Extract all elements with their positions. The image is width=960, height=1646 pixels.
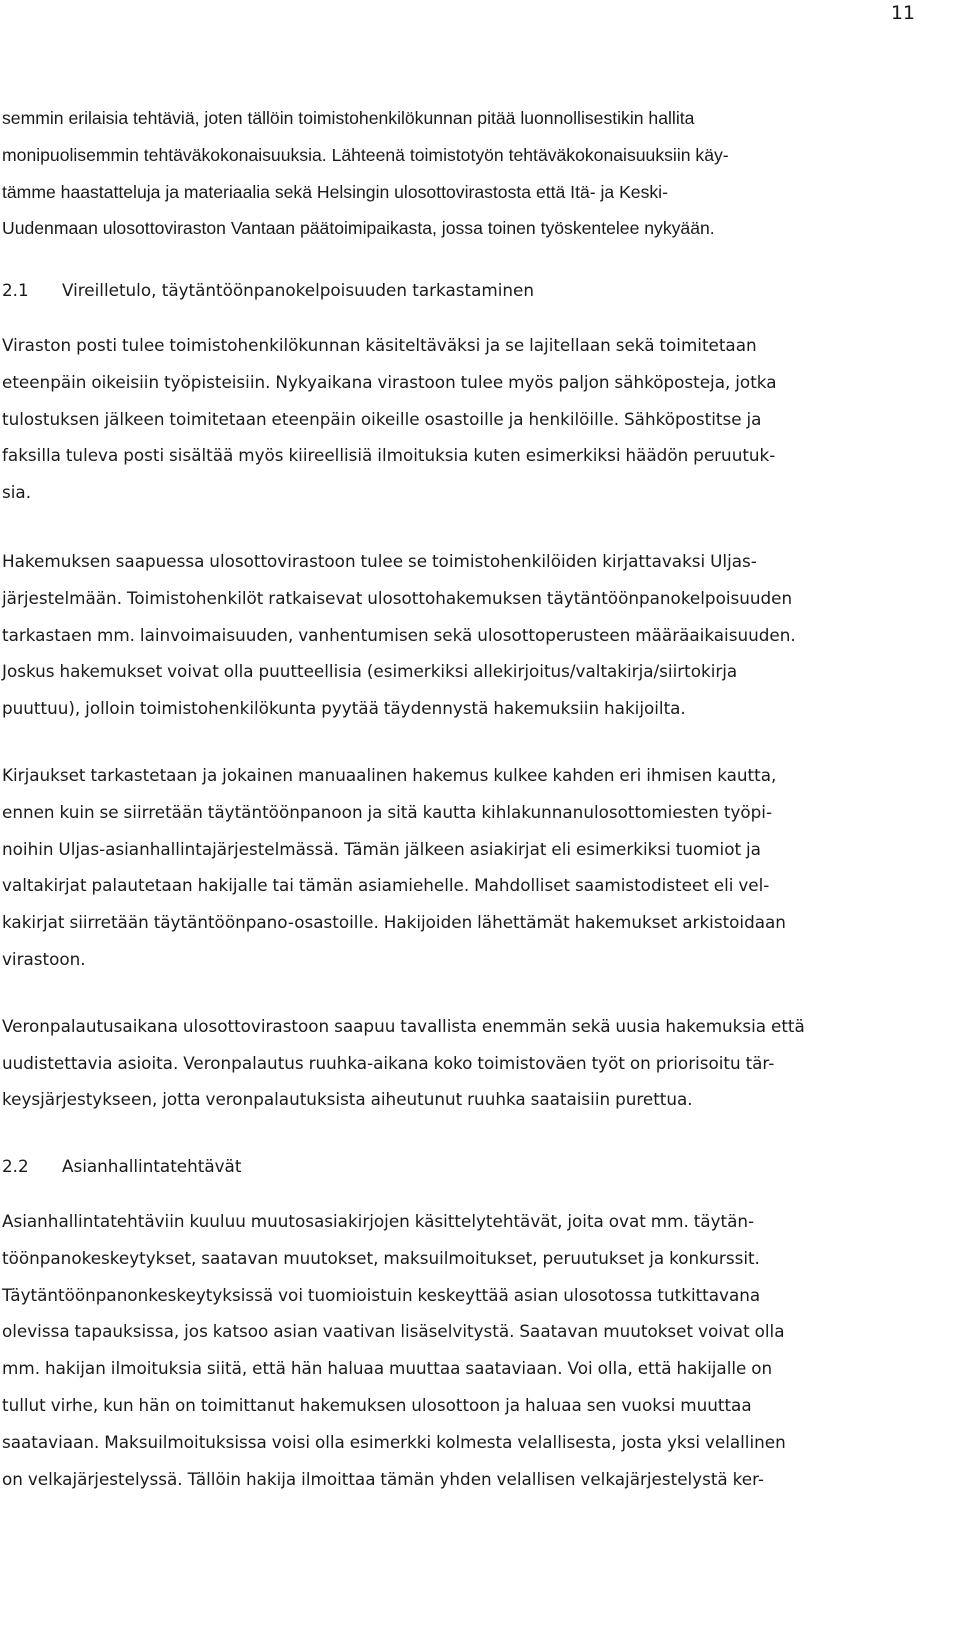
text-line: eteenpäin oikeisiin työpisteisiin. Nykyaikana virastoon tulee myös paljon sähköposteja, jotka xyxy=(2,371,777,392)
text-line: Joskus hakemukset voivat olla puutteellisia (esimerkiksi allekirjoitus/valtakirja/siirtokirja xyxy=(2,661,738,682)
paragraph-applications xyxy=(2,543,914,727)
text-line: semmin erilaisia tehtäviä, joten tällöin toimistohenkilökunnan pitää luonnollisestikin hallita xyxy=(2,108,695,128)
text-line: töönpanokeskeytykset, saatavan muutokset, maksuilmoitukset, peruutukset ja konkurssit. xyxy=(2,1247,760,1268)
section-heading-2-1 xyxy=(2,272,914,309)
text-line: on velkajärjestelyssä. Tällöin hakija ilmoittaa tämän yhden velallisen velkajärjestelystä ker- xyxy=(2,1468,764,1489)
paragraph-records xyxy=(2,757,914,978)
text-line: sia. xyxy=(2,482,32,503)
text-line: mm. hakijan ilmoituksia siitä, että hän haluaa muuttaa saataviaan. Voi olla, että hakijalle on xyxy=(2,1358,773,1379)
text-line: Veronpalautusaikana ulosottovirastoon saapuu tavallista enemmän sekä uusia hakemuksia että xyxy=(2,1015,805,1036)
text-line: tämme haastatteluja ja materiaalia sekä Helsingin ulosottovirastosta että Itä- ja Keski- xyxy=(2,181,668,202)
text-line: Kirjaukset tarkastetaan ja jokainen manuaalinen hakemus kulkee kahden eri ihmisen kautta, xyxy=(2,764,777,785)
text-line: järjestelmään. Toimistohenkilöt ratkaisevat ulosottohakemuksen täytäntöönpanokelpoisuuden xyxy=(2,587,793,608)
page-number: 11 xyxy=(890,2,915,24)
text-line: tulostuksen jälkeen toimitetaan eteenpäin oikeille osastoille ja henkilöille. Sähköpostitse ja xyxy=(2,408,762,429)
text-line: olevissa tapauksissa, jos katsoo asian vaativan lisäselvitystä. Saatavan muutokset voivat olla xyxy=(2,1321,785,1342)
text-line: virastoon. xyxy=(2,948,86,969)
text-line: Hakemuksen saapuessa ulosottovirastoon tulee se toimistohenkilöiden kirjattavaksi Uljas- xyxy=(2,550,757,571)
text-line: valtakirjat palautetaan hakijalle tai tämän asiamiehelle. Mahdolliset saamistodisteet eli vel- xyxy=(2,875,770,896)
text-line: keysjärjestykseen, jotta veronpalautuksista aiheutunut ruuhka saataisiin purettua. xyxy=(2,1089,693,1110)
document-body xyxy=(2,100,914,1497)
paragraph-case-management xyxy=(2,1203,914,1497)
text-line: ennen kuin se siirretään täytäntöönpanoon ja sitä kautta kihlakunnanulosottomiesten työpi- xyxy=(2,801,773,822)
text-line: saataviaan. Maksuilmoituksissa voisi olla esimerkki kolmesta velallisesta, josta yksi velallinen xyxy=(2,1431,786,1452)
section-title: Vireilletulo, täytäntöönpanokelpoisuuden tarkastaminen xyxy=(62,280,534,301)
section-title: Asianhallintatehtävät xyxy=(62,1156,242,1177)
text-line: Asianhallintatehtäviin kuuluu muutosasiakirjojen käsittelytehtävät, joita ovat mm. täytän- xyxy=(2,1210,755,1231)
text-line: Viraston posti tulee toimistohenkilökunnan käsiteltäväksi ja se lajitellaan sekä toimitetaan xyxy=(2,334,757,355)
text-line: tarkastaen mm. lainvoimaisuuden, vanhentumisen sekä ulosottoperusteen määräaikaisuuden. xyxy=(2,624,796,645)
text-line: Täytäntöönpanonkeskeytyksissä voi tuomioistuin keskeyttää asian ulosotossa tutkittavana xyxy=(2,1284,761,1305)
section-number: 2.2 xyxy=(2,1156,29,1177)
text-line: kakirjat siirretään täytäntöönpano-osastoille. Hakijoiden lähettämät hakemukset arkistoidaan xyxy=(2,912,786,933)
section-heading-2-2 xyxy=(2,1148,914,1185)
paragraph-mail xyxy=(2,327,914,511)
paragraph-intro xyxy=(2,100,914,247)
text-line: tullut virhe, kun hän on toimittanut hakemuksen ulosottoon ja haluaa sen vuoksi muuttaa xyxy=(2,1394,752,1415)
text-line: monipuolisemmin tehtäväkokonaisuuksia. Lähteenä toimistotyön tehtäväkokonaisuuksiin käy- xyxy=(2,144,729,165)
text-line: faksilla tuleva posti sisältää myös kiireellisiä ilmoituksia kuten esimerkiksi häädön peruutuk- xyxy=(2,445,776,466)
text-line: puuttuu), jolloin toimistohenkilökunta pyytää täydennystä hakemuksiin hakijoilta. xyxy=(2,698,686,719)
text-line: uudistettavia asioita. Veronpalautus ruuhka-aikana koko toimistoväen työt on priorisoitu tär- xyxy=(2,1052,775,1073)
paragraph-tax-refund xyxy=(2,1008,914,1118)
section-number: 2.1 xyxy=(2,280,29,301)
text-line: noihin Uljas-asianhallintajärjestelmässä. Tämän jälkeen asiakirjat eli esimerkiksi tuomiot ja xyxy=(2,838,761,859)
text-line: Uudenmaan ulosottoviraston Vantaan päätoimipaikasta, jossa toinen työskentelee nykyään. xyxy=(2,218,715,239)
